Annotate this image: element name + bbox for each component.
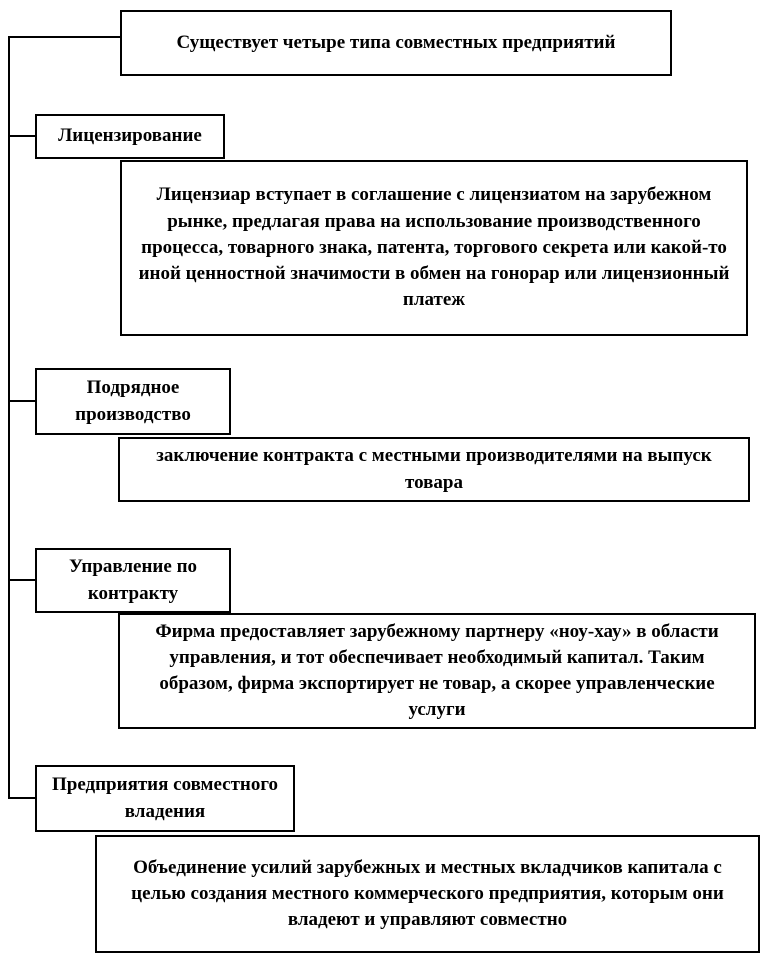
branch-label-text: Предприятия совместного владения: [51, 774, 279, 822]
branch-description-text: Фирма предоставляет зарубежному партнеру «ноу-хау» в области управления, и тот обеспечивает необходимый капитал. Таким образом, фирма экспортирует не товар, а скорее управленческие услуги: [155, 620, 719, 721]
connector-branch4-stub-line: [8, 797, 35, 799]
connector-branch3-stub-line: [8, 579, 35, 581]
branch-label-text: Лицензирование: [58, 125, 202, 147]
branch-description-text: заключение контракта с местными производителями на выпуск товара: [156, 445, 712, 493]
connector-branch2-stub-line: [8, 400, 35, 402]
diagram-title-box: [120, 10, 672, 76]
branch-label-joint-ownership: [35, 765, 295, 832]
branch-description-management-contracting: [118, 613, 756, 729]
connector-title-stub-line: [8, 36, 120, 38]
branch-description-text: Лицензиар вступает в соглашение с лицензиатом на зарубежном рынке, предлагая права на использование производственного процесса, товарного знака, патента, торгового секрета или какой-то иной ценностной значимости в обмен на гонорар или лицензионный платеж: [138, 184, 730, 311]
branch-label-contract-manufacturing: [35, 368, 231, 435]
diagram-title-text: Существует четыре типа совместных предприятий: [176, 31, 616, 53]
branch-description-text: Объединение усилий зарубежных и местных вкладчиков капитала с целью создания местного коммерческого предприятия, которым они владеют и управляют совместно: [131, 856, 724, 931]
branch-description-contract-manufacturing: [118, 437, 750, 502]
connector-trunk-line: [8, 36, 10, 799]
branch-label-text: Управление по контракту: [68, 556, 198, 604]
branch-description-licensing: [120, 160, 748, 336]
branch-label-licensing: [35, 114, 225, 159]
branch-description-joint-ownership: [95, 835, 760, 953]
connector-branch1-stub-line: [8, 135, 35, 137]
branch-label-text: Подрядное производство: [75, 377, 191, 425]
branch-label-management-contracting: [35, 548, 231, 613]
